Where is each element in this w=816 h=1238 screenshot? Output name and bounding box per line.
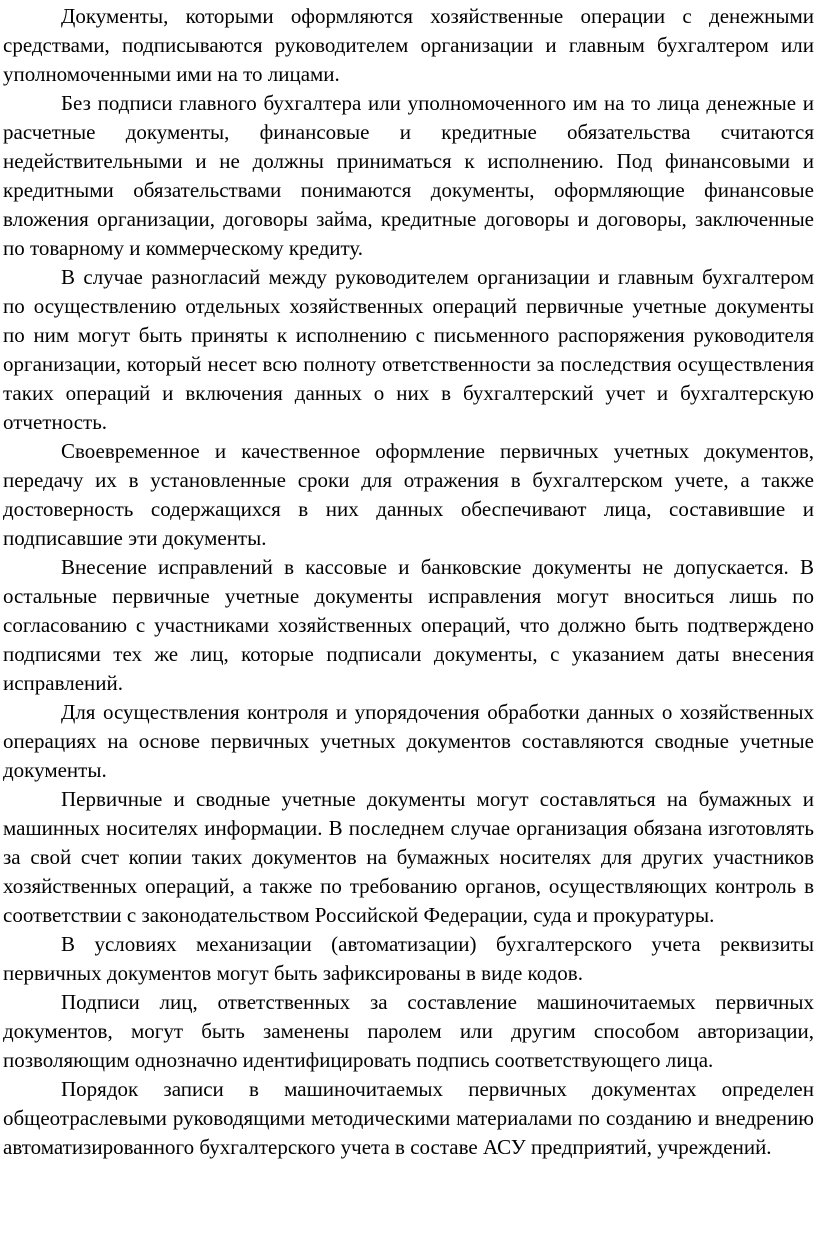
paragraph-electronic-signatures: Подписи лиц, ответственных за составление машиночитаемых первичных документов, могут быть заменены паролем или другим способом авторизации, позволяющим однозначно идентифицировать подпись соответствующего лица.	[3, 990, 814, 1072]
paragraph-disagreements: В случае разногласий между руководителем организации и главным бухгалтером по осуществлению отдельных хозяйственных операций первичные учетные документы по ним могут быть приняты к исполнению с письменного распоряжения руководителя организации, который несет всю полноту ответственности за последствия осуществления таких операций и включения данных о них в бухгалтерский учет и бухгалтерскую отчетность.	[3, 265, 814, 434]
paragraph-storage-media: Первичные и сводные учетные документы могут составляться на бумажных и машинных носителях информации. В последнем случае организация обязана изготовлять за свой счет копии таких документов на бумажных носителях для других участников хозяйственных операций, а также по требованию органов, осуществляющих контроль в соответствии с законодательством Российской Федерации, суда и прокуратуры.	[3, 787, 814, 927]
paragraph-corrections: Внесение исправлений в кассовые и банковские документы не допускается. В остальные первичные учетные документы исправления могут вноситься лишь по согласованию с участниками хозяйственных операций, что должно быть подтверждено подписями тех же лиц, которые подписали документы, с указанием даты внесения исправлений.	[3, 555, 814, 695]
paragraph-automation-codes: В условиях механизации (автоматизации) бухгалтерского учета реквизиты первичных документов могут быть зафиксированы в виде кодов.	[3, 932, 814, 985]
paragraph-chief-accountant-signature: Без подписи главного бухгалтера или уполномоченного им на то лица денежные и расчетные документы, финансовые и кредитные обязательства считаются недействительными и не должны приниматься к исполнению. Под финансовыми и кредитными обязательствами понимаются документы, оформляющие финансовые вложения организации, договоры займа, кредитные договоры и договоры, заключенные по товарному и коммерческому кредиту.	[3, 91, 814, 260]
paragraph-recording-order: Порядок записи в машиночитаемых первичных документах определен общеотраслевыми руководящими методическими материалами по созданию и внедрению автоматизированного бухгалтерского учета в составе АСУ предприятий, учреждений.	[3, 1077, 814, 1159]
paragraph-timely-execution: Своевременное и качественное оформление первичных учетных документов, передачу их в установленные сроки для отражения в бухгалтерском учете, а также достоверность содержащихся в них данных обеспечивают лица, составившие и подписавшие эти документы.	[3, 439, 814, 550]
paragraph-summary-documents: Для осуществления контроля и упорядочения обработки данных о хозяйственных операциях на основе первичных учетных документов составляются сводные учетные документы.	[3, 700, 814, 782]
paragraph-signatures: Документы, которыми оформляются хозяйственные операции с денежными средствами, подписываются руководителем организации и главным бухгалтером или уполномоченными ими на то лицами.	[3, 4, 814, 86]
